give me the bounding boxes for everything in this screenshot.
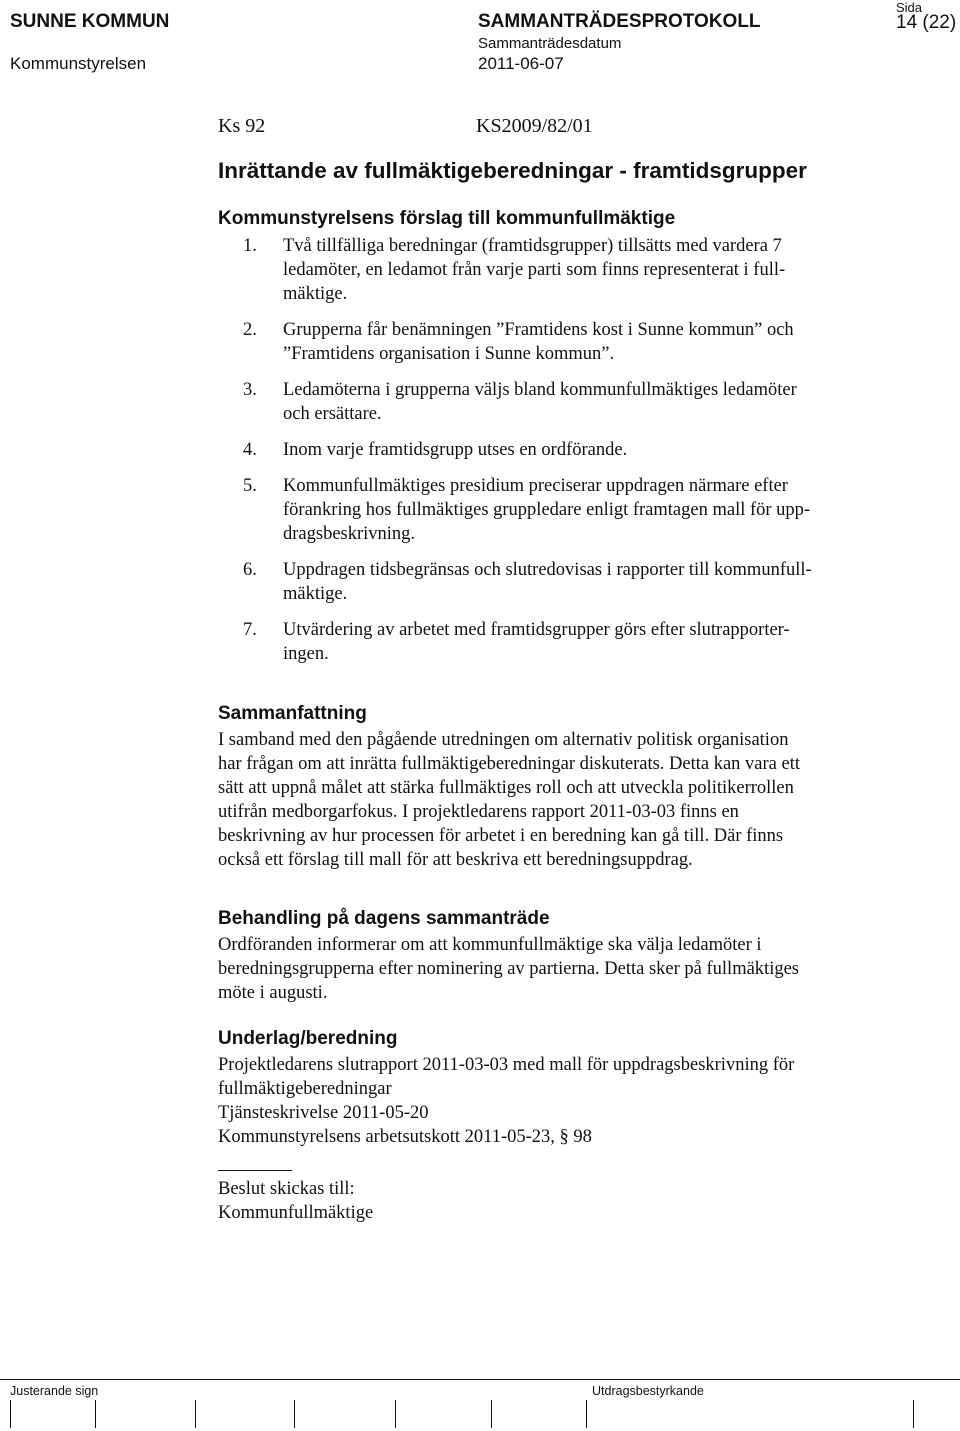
proposal-item-line: och ersättare. xyxy=(283,404,382,424)
proposal-item-line: Två tillfälliga beredningar (framtidsgrupper) tillsätts med vardera 7 xyxy=(283,236,782,256)
signature-box-divider xyxy=(10,1400,11,1428)
summary-line: I samband med den pågående utredningen om alternativ politisk organisation xyxy=(218,730,789,750)
summary-text xyxy=(218,728,918,872)
page-label: Sida xyxy=(896,0,923,15)
basis-heading: Underlag/beredning xyxy=(218,1028,398,1049)
signature-box-divider xyxy=(195,1400,196,1428)
treatment-line: beredningsgrupperna efter nominering av partierna. Detta sker på fullmäktiges xyxy=(218,959,799,979)
signature-box-divider xyxy=(95,1400,96,1428)
dispatch-recipient: Kommunfullmäktige xyxy=(218,1203,374,1223)
proposal-item-line: mäktige. xyxy=(283,584,348,604)
proposal-item xyxy=(243,618,903,666)
footer-extract-label: Utdragsbestyrkande xyxy=(592,1384,704,1398)
proposal-item-line: Grupperna får benämningen ”Framtidens kost i Sunne kommun” och xyxy=(283,320,794,340)
footer-justification-label: Justerande sign xyxy=(10,1384,99,1398)
page-number: 14 (22) xyxy=(896,12,957,33)
proposal-item-line: förankring hos fullmäktiges gruppledare enligt framtagen mall för upp- xyxy=(283,500,811,520)
proposal-item xyxy=(243,234,903,306)
basis-line: Projektledarens slutrapport 2011-03-03 med mall för uppdragsbeskrivning för xyxy=(218,1055,795,1075)
proposal-item-number: 7. xyxy=(243,620,257,640)
basis-line: Kommunstyrelsens arbetsutskott 2011-05-23, § 98 xyxy=(218,1127,592,1147)
signature-box-divider xyxy=(491,1400,492,1428)
document-type: SAMMANTRÄDESPROTOKOLL xyxy=(478,11,761,32)
proposal-item-number: 2. xyxy=(243,320,257,340)
department-name: Kommunstyrelsen xyxy=(10,54,147,73)
proposal-item-line: ledamöter, en ledamot från varje parti som finns representerat i full- xyxy=(283,260,786,280)
proposal-item xyxy=(243,558,903,606)
proposal-item-line: Kommunfullmäktiges presidium preciserar uppdragen närmare efter xyxy=(283,476,788,496)
organization-name: SUNNE KOMMUN xyxy=(10,11,170,32)
summary-line: också ett förslag till mall för att beskriva ett beredningsuppdrag. xyxy=(218,850,693,870)
proposal-item xyxy=(243,378,903,426)
summary-heading: Sammanfattning xyxy=(218,703,367,724)
basis-text xyxy=(218,1053,918,1149)
summary-line: beskrivning av hur processen för arbetet i en beredning kan gå till. Där finns xyxy=(218,826,784,846)
signature-box-divider xyxy=(586,1400,587,1428)
proposal-item xyxy=(243,474,903,546)
proposal-list xyxy=(243,234,903,666)
case-number: KS2009/82/01 xyxy=(476,115,593,137)
signature-box-divider xyxy=(913,1400,914,1428)
item-title: Inrättande av fullmäktigeberedningar - framtidsgrupper xyxy=(218,158,807,183)
proposal-item-line: ”Framtidens organisation i Sunne kommun”. xyxy=(283,344,615,364)
proposal-item xyxy=(243,318,903,366)
treatment-line: möte i augusti. xyxy=(218,983,328,1003)
proposal-heading: Kommunstyrelsens förslag till kommunfullmäktige xyxy=(218,208,676,229)
footer-rule xyxy=(0,1379,960,1380)
treatment-heading: Behandling på dagens sammanträde xyxy=(218,908,550,929)
proposal-item-number: 6. xyxy=(243,560,257,580)
proposal-item-line: Ledamöterna i grupperna väljs bland kommunfullmäktiges ledamöter xyxy=(283,380,797,400)
proposal-item-number: 1. xyxy=(243,236,257,256)
signature-box-divider xyxy=(395,1400,396,1428)
proposal-item-number: 3. xyxy=(243,380,257,400)
separator-rule xyxy=(218,1170,292,1171)
dispatch-label: Beslut skickas till: xyxy=(218,1179,355,1199)
summary-line: har frågan om att inrätta fullmäktigeberedningar diskuterats. Detta kan vara ett xyxy=(218,754,801,774)
proposal-item-line: dragsbeskrivning. xyxy=(283,524,416,544)
proposal-item-number: 4. xyxy=(243,440,257,460)
proposal-item-line: ingen. xyxy=(283,644,329,664)
proposal-item-line: Utvärdering av arbetet med framtidsgrupper görs efter slutrapporter- xyxy=(283,620,790,640)
summary-line: sätt att uppnå målet att stärka fullmäktiges roll och att utveckla politikerrollen xyxy=(218,778,794,798)
treatment-text xyxy=(218,933,918,1005)
meeting-date: 2011-06-07 xyxy=(478,54,564,73)
basis-line: Tjänsteskrivelse 2011-05-20 xyxy=(218,1103,429,1123)
proposal-item-line: Uppdragen tidsbegränsas och slutredovisas i rapporter till kommunfull- xyxy=(283,560,812,580)
treatment-line: Ordföranden informerar om att kommunfullmäktige ska välja ledamöter i xyxy=(218,935,762,955)
summary-line: utifrån medborgarfokus. I projektledarens rapport 2011-03-03 finns en xyxy=(218,802,739,822)
proposal-item-line: Inom varje framtidsgrupp utses en ordförande. xyxy=(283,440,628,460)
proposal-item xyxy=(243,438,903,462)
basis-line: fullmäktigeberedningar xyxy=(218,1079,392,1099)
proposal-item-number: 5. xyxy=(243,476,257,496)
meeting-date-label: Sammanträdesdatum xyxy=(478,35,622,52)
ks-number: Ks 92 xyxy=(218,115,266,137)
signature-box-divider xyxy=(294,1400,295,1428)
proposal-item-line: mäktige. xyxy=(283,284,348,304)
